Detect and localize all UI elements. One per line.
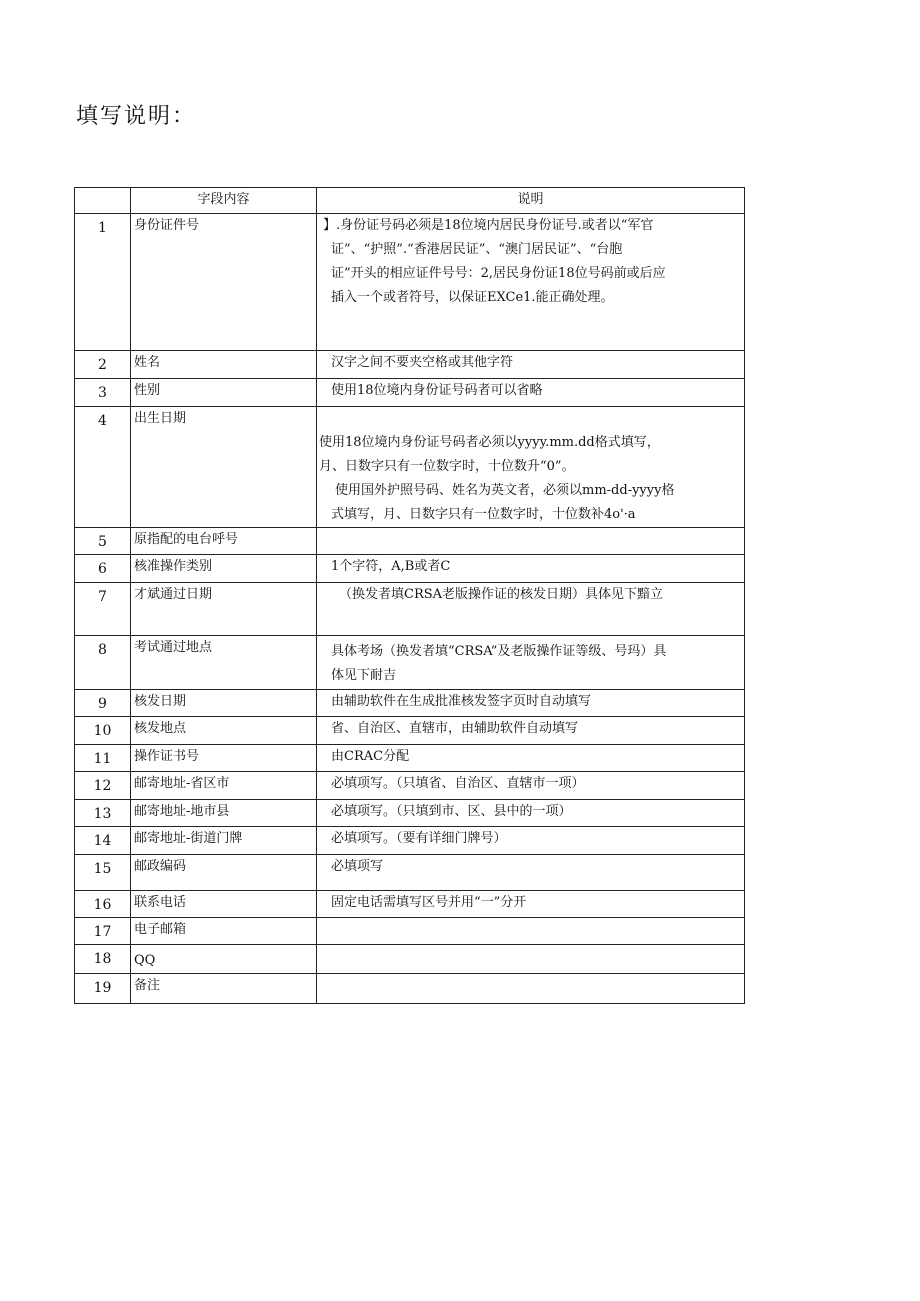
row-field: 核发日期 xyxy=(131,690,317,717)
row-description xyxy=(317,800,745,827)
row-field: 原指配的电台呼号 xyxy=(131,528,317,555)
row-number: 12 xyxy=(75,772,131,800)
row-description xyxy=(317,918,745,945)
row-number: 16 xyxy=(75,891,131,918)
table-row xyxy=(75,351,745,379)
row-description xyxy=(317,555,745,583)
row-number: 10 xyxy=(75,717,131,745)
row-field: 才斌通过日期 xyxy=(131,583,317,636)
table-row xyxy=(75,945,745,974)
description-line: 使用18位境内身份证号码者可以省略 xyxy=(331,383,543,398)
description-line: 使用18位境内身份证号码者必须以yyyy.mm.dd格式填写， xyxy=(319,435,660,450)
row-description xyxy=(317,974,745,1004)
description-line: 汉字之间不要夹空格或其他字符 xyxy=(331,355,514,370)
description-line: 使用国外护照号码、姓名为英文者，必须以mm-dd-yyyy格 xyxy=(335,483,675,498)
table-row xyxy=(75,918,745,945)
row-description xyxy=(317,945,745,974)
row-number: 7 xyxy=(75,583,131,636)
row-field: 邮寄地址-省区市 xyxy=(131,772,317,800)
row-field: 考试通过地点 xyxy=(131,636,317,690)
description-line: 证”开头的相应证件号号：2,居民身份证18位号码前或后应 xyxy=(331,266,666,281)
row-number: 18 xyxy=(75,945,131,974)
row-field: 身份证件号 xyxy=(131,214,317,351)
row-description xyxy=(317,855,745,891)
row-number: 1 xyxy=(75,214,131,351)
description-line: 由CRAC分配 xyxy=(331,749,410,764)
table-row xyxy=(75,636,745,690)
table-row xyxy=(75,827,745,855)
row-field: 邮寄地址-街道门牌 xyxy=(131,827,317,855)
row-field: 电子邮箱 xyxy=(131,918,317,945)
row-field: 核发地点 xyxy=(131,717,317,745)
row-description xyxy=(317,407,745,528)
row-number: 3 xyxy=(75,379,131,407)
description-line: 证”、“护照”.“香港居民证”、“澳门居民证”、“台胞 xyxy=(331,242,623,257)
row-description xyxy=(317,745,745,772)
row-description xyxy=(317,379,745,407)
table-row xyxy=(75,891,745,918)
table-row xyxy=(75,974,745,1004)
instructions-table xyxy=(74,187,745,1004)
row-number: 14 xyxy=(75,827,131,855)
table-row xyxy=(75,800,745,827)
row-number: 15 xyxy=(75,855,131,891)
row-description xyxy=(317,214,745,351)
table-header-row xyxy=(75,188,745,214)
description-line: 必填项写 xyxy=(331,859,384,874)
row-description xyxy=(317,772,745,800)
row-number: 5 xyxy=(75,528,131,555)
row-description xyxy=(317,583,745,636)
row-number: 11 xyxy=(75,745,131,772)
row-description xyxy=(317,636,745,690)
row-field: 出生日期 xyxy=(131,407,317,528)
description-line: 月、日数字只有一位数字时，十位数升“0”。 xyxy=(319,459,575,474)
row-description xyxy=(317,891,745,918)
description-line: 插入一个或者符号，以保证EXCe1.能正确处理。 xyxy=(331,290,614,305)
description-line: 1个字符，A,B或者C xyxy=(331,559,451,574)
description-line: 具体考场（换发者填“CRSA”及老版操作证等级、号玛）具 xyxy=(331,644,667,659)
row-field: 性别 xyxy=(131,379,317,407)
description-line: 省、自治区、直辖市，由辅助软件自动填写 xyxy=(331,721,579,736)
row-field: 邮政编码 xyxy=(131,855,317,891)
header-number xyxy=(75,188,131,214)
table-row xyxy=(75,528,745,555)
row-field: 姓名 xyxy=(131,351,317,379)
row-description xyxy=(317,717,745,745)
row-description xyxy=(317,351,745,379)
row-field: 备注 xyxy=(131,974,317,1004)
description-line: 体见下耐吉 xyxy=(331,668,397,683)
row-description xyxy=(317,827,745,855)
row-description xyxy=(317,528,745,555)
description-line: 必填项写。（要有详细门牌号） xyxy=(331,831,507,846)
header-description: 说明 xyxy=(317,188,745,214)
table-row xyxy=(75,772,745,800)
table-row xyxy=(75,745,745,772)
table-row xyxy=(75,717,745,745)
row-field: 操作证书号 xyxy=(131,745,317,772)
table-row xyxy=(75,690,745,717)
table-row xyxy=(75,583,745,636)
table-row xyxy=(75,379,745,407)
description-line: 必填项写。（只填到市、区、县中的一项） xyxy=(331,804,572,819)
table-row xyxy=(75,855,745,891)
row-number: 2 xyxy=(75,351,131,379)
row-number: 4 xyxy=(75,407,131,528)
row-field: 邮寄地址-地市县 xyxy=(131,800,317,827)
row-number: 17 xyxy=(75,918,131,945)
description-line: 由辅助软件在生成批准核发签字页时自动填写 xyxy=(331,694,592,709)
row-field: 核准操作类别 xyxy=(131,555,317,583)
header-field: 字段内容 xyxy=(131,188,317,214)
description-line: 固定电话需填写区号并用“一”分开 xyxy=(331,895,527,910)
table-row xyxy=(75,407,745,528)
row-description xyxy=(317,690,745,717)
table-row xyxy=(75,214,745,351)
row-field: 联系电话 xyxy=(131,891,317,918)
row-field: QQ xyxy=(131,945,317,974)
description-line: 】.身份证号码必须是18位境内居民身份证号.或者以“军官 xyxy=(323,218,654,233)
row-number: 19 xyxy=(75,974,131,1004)
description-line xyxy=(331,407,738,431)
table-row xyxy=(75,555,745,583)
page-title: 填写说明： xyxy=(76,104,197,129)
description-line: 必填项写。（只填省、自治区、直辖市一项） xyxy=(331,776,585,791)
description-line: 式填写，月、日数字只有一位数字时，十位数补4o'·a xyxy=(331,507,636,522)
row-number: 8 xyxy=(75,636,131,690)
description-line: （换发者填CRSA老版操作证的核发日期）具体见下黯立 xyxy=(339,587,664,602)
row-number: 9 xyxy=(75,690,131,717)
row-number: 13 xyxy=(75,800,131,827)
row-number: 6 xyxy=(75,555,131,583)
